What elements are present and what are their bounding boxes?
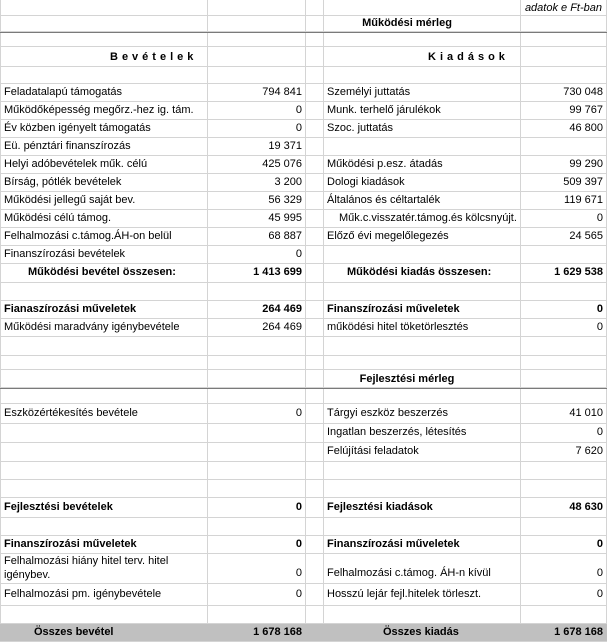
expense-value: 7 620	[575, 445, 603, 458]
expense-value: 99 290	[569, 157, 603, 170]
expense-value: 41 010	[569, 406, 603, 419]
expense-value: 0	[596, 566, 603, 579]
revenue-value: 0	[295, 587, 302, 600]
revenue-value: 264 469	[262, 302, 302, 315]
grand-expense-label: Összes kiadás	[383, 625, 459, 638]
units-label: adatok e Ft-ban	[524, 2, 602, 14]
spacer-row	[0, 389, 607, 404]
spacer-row	[0, 337, 607, 356]
spacer-row	[0, 480, 607, 498]
grand-revenue-label: Összes bevétel	[34, 625, 114, 638]
expense-label: Személyi juttatás	[327, 85, 411, 98]
column-header-row	[0, 47, 607, 67]
revenue-label: Eü. pénztári finanszírozás	[4, 139, 131, 152]
table-row	[0, 319, 607, 337]
spacer-row	[0, 356, 607, 370]
revenue-label: Finanszírozási műveletek	[4, 537, 137, 550]
revenue-label: Működési célú támog.	[4, 211, 111, 224]
revenue-total-value: 1 413 699	[253, 266, 302, 279]
development-title: Fejlesztési mérleg	[359, 373, 455, 385]
revenue-label: Működőképesség megőrz.-hez ig. tám.	[4, 103, 194, 116]
table-row	[0, 424, 607, 443]
expense-value	[520, 246, 603, 263]
expense-value: 0	[596, 537, 603, 550]
revenue-total-value: 0	[295, 500, 302, 513]
table-row	[0, 210, 607, 228]
grand-revenue-value: 1 678 168	[253, 625, 302, 638]
table-row	[0, 156, 607, 174]
table-row	[0, 192, 607, 210]
table-row	[0, 584, 607, 606]
spacer-row	[0, 33, 607, 47]
expense-value: 46 800	[569, 121, 603, 134]
revenue-value: 19 371	[268, 139, 302, 152]
revenue-label: Év közben igényelt támogatás	[4, 121, 151, 134]
spacer-row	[0, 67, 607, 84]
revenue-value: 264 469	[262, 320, 302, 333]
table-row	[0, 228, 607, 246]
revenue-value	[207, 443, 302, 461]
revenue-value: 68 887	[268, 229, 302, 242]
expense-value: 509 397	[563, 175, 603, 188]
expense-value: 119 671	[564, 193, 603, 206]
revenue-label: Helyi adóbevételek műk. célú	[4, 157, 148, 170]
table-row	[0, 554, 607, 584]
revenue-total-label: Működési bevétel összesen:	[28, 266, 176, 279]
revenue-value: 45 995	[268, 211, 302, 224]
table-row	[0, 84, 607, 102]
financing-row	[0, 301, 607, 319]
revenue-label: Felhalmozási c.támog.ÁH-on belül	[4, 229, 172, 242]
operating-title: Működési mérleg	[362, 17, 452, 29]
expense-label: Dologi kiadások	[327, 175, 405, 188]
expense-header: Kiadások	[428, 51, 509, 63]
expense-value	[520, 138, 603, 155]
expense-value: 0	[596, 211, 603, 224]
expense-label: Hosszú lejár fejl.hitelek törleszt.	[327, 587, 482, 600]
operating-total-row	[0, 264, 607, 283]
expense-label	[327, 138, 517, 155]
table-row	[0, 404, 607, 424]
revenue-value: 0	[295, 566, 302, 579]
revenue-label: Fianaszírozási műveletek	[4, 302, 137, 315]
spacer-row	[0, 518, 607, 536]
revenue-total-label: Fejlesztési bevételek	[4, 500, 113, 513]
revenue-value: 3 200	[274, 175, 302, 188]
expense-label: Ingatlan beszerzés, létesítés	[327, 426, 467, 439]
revenue-label: Működési jellegű saját bev.	[4, 193, 136, 206]
revenue-label: Működési maradvány igénybevétele	[4, 320, 180, 333]
revenue-label: Finanszírozási bevételek	[4, 247, 126, 260]
expense-value: 99 767	[569, 103, 603, 116]
expense-total-label: Működési kiadás összesen:	[347, 266, 492, 279]
revenue-label: Eszközértékesítés bevétele	[4, 406, 138, 419]
development-total-row	[0, 498, 607, 518]
expense-value: 0	[596, 587, 603, 600]
spacer-row	[0, 283, 607, 301]
expense-total-value: 48 630	[569, 500, 603, 513]
expense-total-value: 1 629 538	[554, 266, 603, 279]
revenue-value	[207, 424, 302, 442]
expense-label: Előző évi megelőlegezés	[327, 229, 449, 242]
revenue-value: 794 841	[262, 85, 302, 98]
revenue-value: 0	[295, 247, 302, 260]
expense-value: 0	[596, 320, 603, 333]
revenue-label: Felhalmozási hiány hitel terv. hitel igénybev.	[4, 555, 169, 581]
expense-label	[327, 246, 517, 263]
operating-title-row	[0, 16, 607, 32]
table-row	[0, 174, 607, 192]
revenue-label: Feladatalapú támogatás	[4, 85, 123, 98]
expense-label: Működési p.esz. átadás	[327, 157, 443, 170]
table-row	[0, 120, 607, 138]
revenue-value: 0	[295, 121, 302, 134]
revenue-value: 0	[295, 537, 302, 550]
spacer-row	[0, 462, 607, 480]
revenue-label	[4, 424, 204, 442]
expense-label: Felhalmozási c.támog. ÁH-n kívül	[327, 566, 491, 579]
revenue-value: 425 076	[262, 157, 302, 170]
expense-value: 0	[596, 426, 603, 439]
financing-row	[0, 536, 607, 554]
expense-label: Műk.c.visszatér.támog.és kölcsnyújt.	[339, 211, 517, 224]
expense-value: 730 048	[563, 85, 603, 98]
expense-label: Felújítási feladatok	[327, 445, 419, 458]
revenue-label	[4, 443, 204, 461]
expense-label: Általános és céltartalék	[327, 193, 441, 206]
revenue-label: Felhalmozási pm. igénybevétele	[4, 587, 162, 600]
revenue-value: 0	[295, 406, 302, 419]
expense-label: Tárgyi eszköz beszerzés	[327, 406, 449, 419]
revenue-value: 56 329	[268, 193, 302, 206]
units-row	[0, 0, 607, 16]
expense-label: Munk. terhelő járulékok	[327, 103, 441, 116]
table-row	[0, 246, 607, 264]
grand-expense-value: 1 678 168	[554, 625, 603, 638]
grand-total-row	[0, 624, 607, 642]
development-title-row	[0, 370, 607, 388]
expense-label: működési hitel töketörlesztés	[327, 320, 469, 333]
expense-label: Finanszírozási műveletek	[327, 537, 460, 550]
revenue-header: Bevételek	[110, 51, 198, 63]
expense-value: 24 565	[569, 229, 603, 242]
expense-label: Szoc. juttatás	[327, 121, 394, 134]
expense-total-label: Fejlesztési kiadások	[327, 500, 433, 513]
spacer-row	[0, 606, 607, 624]
table-row	[0, 138, 607, 156]
expense-label: Finanszírozási műveletek	[327, 302, 460, 315]
revenue-value: 0	[295, 103, 302, 116]
revenue-label: Bírság, pótlék bevételek	[4, 175, 122, 188]
table-row	[0, 443, 607, 462]
table-row	[0, 102, 607, 120]
expense-value: 0	[596, 302, 603, 315]
